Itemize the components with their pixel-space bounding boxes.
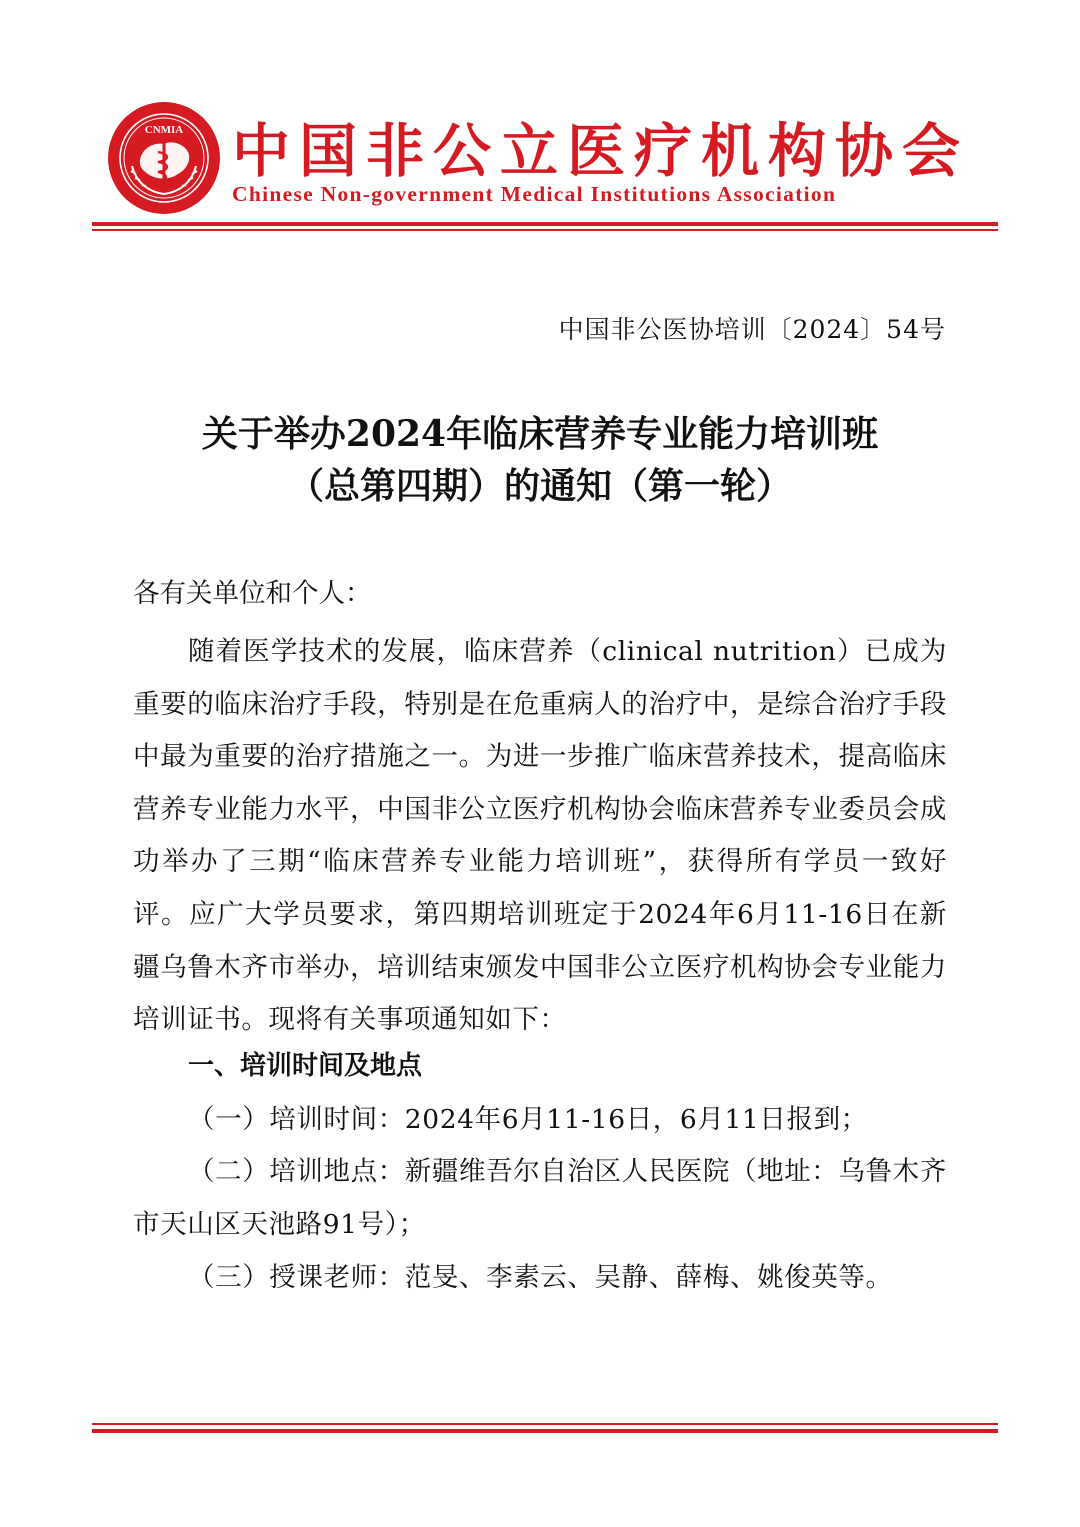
list-item-location: （二）培训地点：新疆维吾尔自治区人民医院（地址：乌鲁木齐市天山区天池路91号）； bbox=[133, 1156, 947, 1240]
list-item-lecturers: （三）授课老师：范旻、李素云、吴静、薛梅、姚俊英等。 bbox=[188, 1262, 893, 1293]
body-paragraph: 随着医学技术的发展，临床营养（clinical nutrition）已成为重要的临床治疗手段，特别是在危重病人的治疗中，是综合治疗手段中最为重要的治疗措施之一。为进一步推广临床营养技术，提高临床营养专业能力水平，中国非公立医疗机构协会临床营养专业委员会成功举办了三期“临床营养专业能力培训班”，获得所有学员一致好评。应广大学员要求，第四期培训班定于2024年6月11-16日在新疆乌鲁木齐市举办，培训结束颁发中国非公立医疗机构协会专业能力培训证书。现将有关事项通知如下： bbox=[133, 636, 947, 1036]
org-name-chinese: 中国非公立医疗机构协会 bbox=[232, 117, 970, 185]
section-heading: 一、培训时间及地点 bbox=[188, 1051, 423, 1081]
header-rule-thick bbox=[92, 222, 998, 226]
footer-rule-thick bbox=[92, 1429, 998, 1433]
org-name-english: Chinese Non-government Medical Institutions Association bbox=[232, 182, 837, 206]
document-title-line2: （总第四期）的通知（第一轮） bbox=[287, 465, 792, 507]
list-item-time: （一）培训时间：2024年6月11-16日，6月11日报到； bbox=[188, 1104, 868, 1135]
header-rule-thin bbox=[92, 229, 998, 231]
logo-acronym: CNMIA bbox=[144, 124, 184, 136]
association-logo bbox=[106, 100, 222, 216]
salutation: 各有关单位和个人： bbox=[133, 578, 372, 609]
document-number: 中国非公医协培训〔2024〕54号 bbox=[558, 315, 946, 344]
document-title-line1: 关于举办2024年临床营养专业能力培训班 bbox=[201, 413, 879, 455]
footer-rule-thin bbox=[92, 1423, 998, 1425]
